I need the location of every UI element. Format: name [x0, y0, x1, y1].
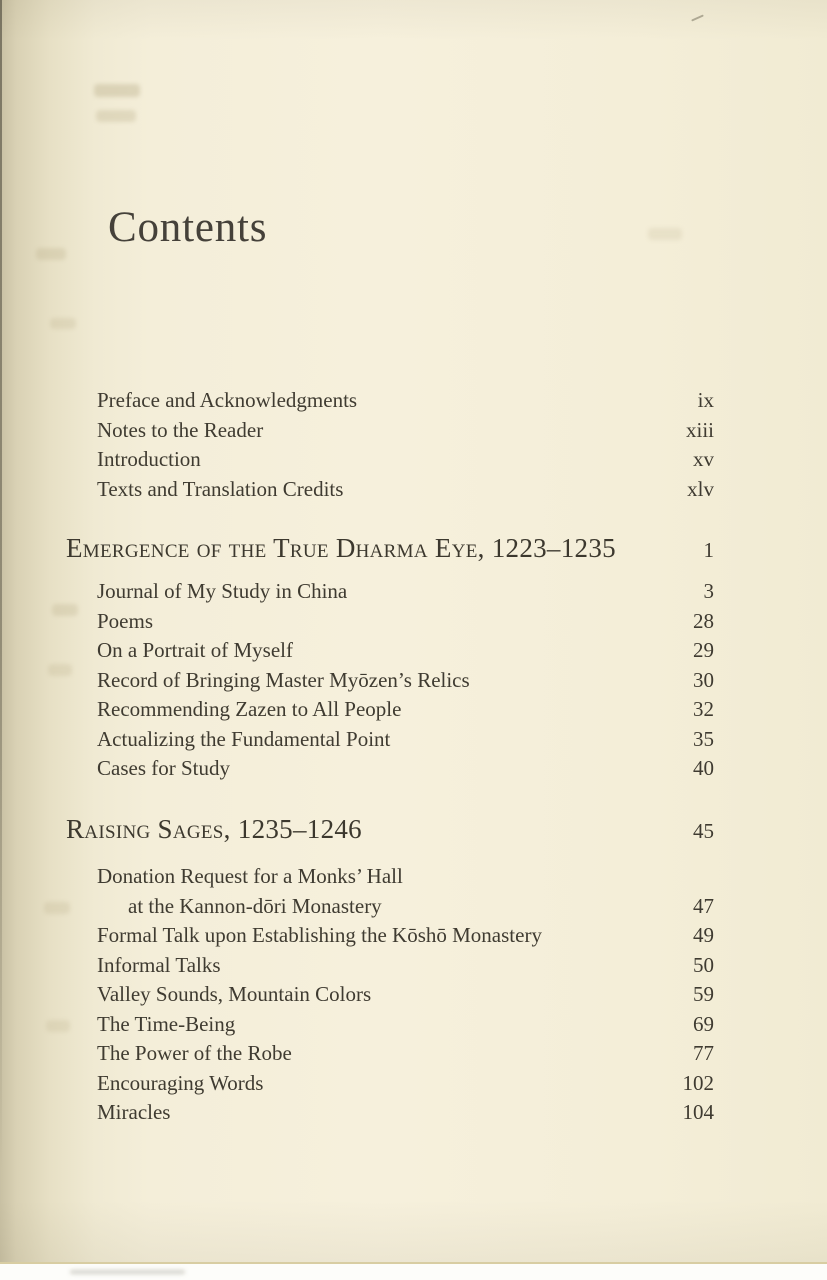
toc-entry-page-number: 77	[693, 1041, 714, 1065]
section-heading-block	[66, 533, 714, 563]
toc-entry	[66, 1069, 714, 1099]
toc-entry	[66, 416, 714, 446]
front-matter-list	[66, 386, 714, 504]
section-heading-page-number: 1	[703, 538, 714, 562]
toc-entry-page-number: xiii	[685, 417, 714, 442]
bleed-through-mark	[648, 228, 682, 240]
toc-entry	[66, 1098, 714, 1128]
toc-entry-label: Texts and Translation Credits	[97, 476, 344, 501]
toc-entry	[66, 666, 714, 696]
toc-entry-label: Informal Talks	[97, 952, 221, 977]
toc-entry-label: Introduction	[97, 447, 201, 471]
toc-entry	[66, 862, 714, 892]
toc-entry-page-number: 35	[693, 726, 714, 751]
toc-entry-label: The Time-Being	[97, 1011, 236, 1036]
scan-bottom-smudge	[70, 1270, 185, 1274]
toc-entry-label: Record of Bringing Master Myōzen’s Relics	[97, 667, 470, 692]
toc-entry-label: Encouraging Words	[97, 1070, 264, 1095]
scan-left-edge	[0, 0, 2, 1170]
toc-entry-page-number: ix	[697, 388, 714, 412]
toc-entry-page-number: 59	[693, 982, 714, 1006]
toc-entry-page-number: 104	[682, 1100, 714, 1124]
toc-entry-label: Cases for Study	[97, 756, 230, 780]
toc-entry	[66, 386, 714, 416]
toc-entry	[66, 445, 714, 475]
toc-entry-label: Notes to the Reader	[97, 417, 264, 442]
toc-entry-label: Miracles	[97, 1100, 171, 1124]
toc-entry-page-number: 28	[693, 608, 714, 633]
toc-entry-page-number: 30	[693, 667, 714, 692]
toc-entry-page-number: 49	[693, 923, 714, 947]
section-entry-list	[66, 862, 714, 1128]
toc-entry	[66, 754, 714, 784]
toc-entry-label: Valley Sounds, Mountain Colors	[97, 982, 372, 1006]
toc-entry-page-number: 69	[693, 1011, 714, 1036]
bleed-through-mark	[50, 318, 76, 329]
bleed-through-mark	[36, 248, 66, 260]
section-heading	[66, 814, 714, 844]
toc-entry-page-number: 3	[703, 579, 714, 603]
toc-entry	[66, 980, 714, 1010]
toc-entry	[66, 725, 714, 755]
toc-entry	[66, 577, 714, 607]
toc-entry	[66, 1010, 714, 1040]
toc-entry	[66, 636, 714, 666]
toc-entry-page-number: 47	[693, 893, 714, 918]
section-entry-list	[66, 577, 714, 784]
toc-entry-label: Actualizing the Fundamental Point	[97, 726, 391, 751]
section-heading-page-number: 45	[693, 819, 714, 843]
toc-entry-page-number: 29	[693, 638, 714, 662]
toc-entry-label: Journal of My Study in China	[97, 579, 348, 603]
toc-entry-label: Donation Request for a Monks’ Hall	[97, 864, 403, 888]
toc-entry-page-number: 50	[693, 952, 714, 977]
toc-entry	[66, 695, 714, 725]
toc-entry	[66, 475, 714, 505]
toc-entry	[66, 607, 714, 637]
toc-entry-label: On a Portrait of Myself	[97, 638, 293, 662]
toc-entry	[66, 892, 714, 922]
toc-entry-label: The Power of the Robe	[97, 1041, 292, 1065]
toc-entry-page-number: 40	[693, 756, 714, 780]
toc-entry-page-number: xv	[693, 447, 714, 471]
bleed-through-mark	[96, 110, 136, 122]
toc-entry	[66, 921, 714, 951]
toc-entry-label: Recommending Zazen to All People	[97, 697, 402, 721]
toc-entry-label: at the Kannon-dōri Monastery	[128, 893, 382, 918]
scan-scratch-mark	[691, 14, 704, 21]
section-heading-block	[66, 814, 714, 844]
toc-entry	[66, 1039, 714, 1069]
toc-entry-page-number: 32	[693, 697, 714, 721]
bleed-through-mark	[94, 84, 140, 97]
toc-entry	[66, 951, 714, 981]
section-heading-label: Emergence of the True Dharma Eye, 1223–1235	[66, 533, 616, 563]
toc-entry-page-number: 102	[682, 1070, 714, 1095]
toc-entry-page-number: xlv	[687, 476, 714, 501]
section-heading-label: Raising Sages, 1235–1246	[66, 814, 362, 844]
page-title: Contents	[108, 204, 268, 251]
toc-entry-label: Preface and Acknowledgments	[97, 388, 358, 412]
toc-entry-label: Poems	[97, 608, 154, 633]
section-heading	[66, 533, 714, 563]
toc-entry-label: Formal Talk upon Establishing the Kōshō Monastery	[97, 923, 542, 947]
